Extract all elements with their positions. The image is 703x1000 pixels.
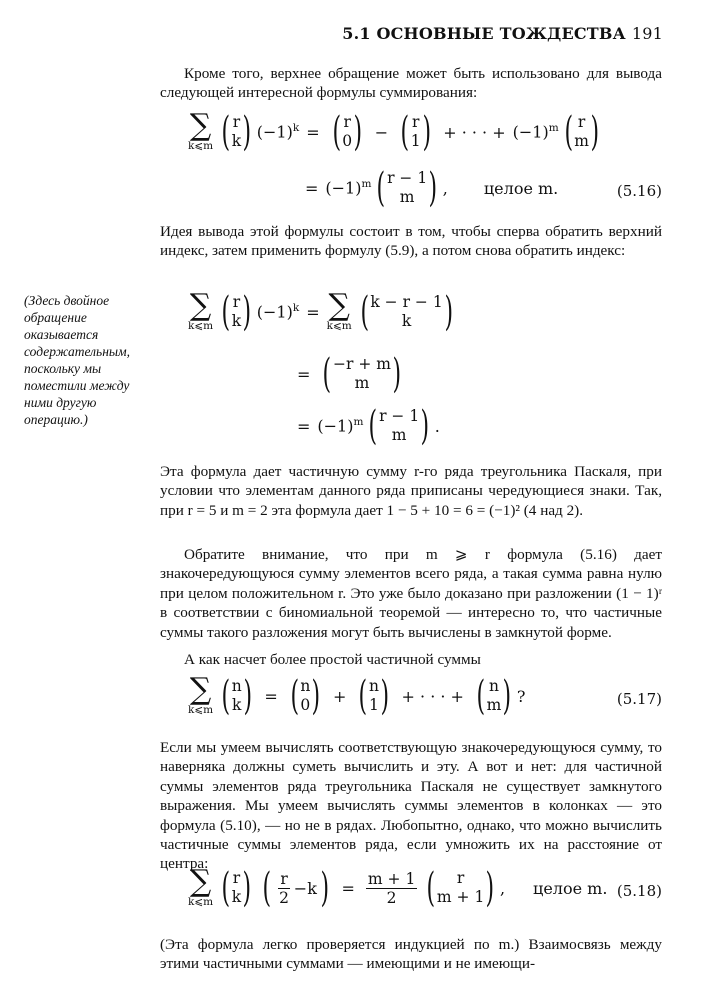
- binom-r-m: ( r m ): [564, 109, 600, 155]
- paragraph-3: Эта формула дает частичную сумму r-го ряда треугольника Паскаля, при условии что элементам данного ряда приписаны чередующиеся знаки. Так, при r = 5 и m = 2 эта формула дает 1 − 5 + 10 = 6 = (−1)² (4 над 2).: [160, 463, 662, 519]
- equation-number-5-18: (5.18): [616, 882, 662, 900]
- neg-one-power-m: $(-1)^m$: [512, 122, 559, 142]
- page-number: 191: [631, 24, 663, 43]
- equation-5-18: ∑ k⩽m ( r k ) ( $\frac{r}{2}$ − k ) = $\frac{m + 1}{2}$ ( r m + 1 ) , целое m. (5.18): [188, 864, 662, 911]
- equation-5-16: ∑ k⩽m ( r k ) $(-1)^k$ = ( r 0 ) − ( r 1 ) + · · · + $(-1)^m$ ( r m ): [160, 112, 662, 152]
- paragraph-5: А как насчет более простой частичной суммы: [184, 651, 481, 668]
- paragraph-1: Кроме того, верхнее обращение может быть использовано для вывода следующей интересной формулы суммирования:: [160, 65, 662, 102]
- integer-m-condition: целое m.: [483, 178, 559, 198]
- sum-symbol: ∑ k⩽m: [188, 108, 214, 152]
- derivation-line-2: = ( −r + m m ): [297, 351, 402, 397]
- paragraph-2: Идея вывода этой формулы состоит в том, чтобы сперва обратить верхний индекс, затем применить формулу (5.9), а потом снова обратить индекс:: [160, 223, 662, 260]
- equation-5-16-line-2: = $(-1)^m$ ( r − 1 m ) , целое m. (5.16): [305, 165, 662, 211]
- derivation-line-3: = $(-1)^m$ ( r − 1 m ) .: [297, 403, 440, 449]
- binom-r-k: ( r k ): [221, 109, 252, 155]
- paragraph-6: Если мы умеем вычислять соответствующую знакочередующуюся сумму, то наверняка должны суметь вычислить и эту. А вот и нет: для частичной суммы элементов ряда треугольника Паскаля не существует замкнутого выражения. Мы умеем вычислять суммы элементов в колонках — это формула (5.10), — но не в рядах. Любопытно, однако, что можно вычислить частичные суммы элементов ряда, если умножить их на расстояние от центра:: [160, 739, 662, 873]
- paragraph-4: Обратите внимание, что при m ⩾ r формула (5.16) дает знакочередующуюся сумму элементов всего ряда, а такая сумма равна нулю при целом положительном r. Это уже было доказано при разложении (1 − 1)ʳ в соответствии с биномиальной теоремой — интересно то, что частичные суммы такого разложения могут быть вычислены в замкнутой форме.: [160, 546, 662, 641]
- derivation-line-1: ∑ k⩽m ( r k ) $(-1)^k$ = ∑ k⩽m ( k − r − 1 k ): [188, 288, 453, 335]
- binom-r-1: ( r 1 ): [400, 109, 431, 155]
- binom-r-0: ( r 0 ): [332, 109, 363, 155]
- section-title: 5.1 ОСНОВНЫЕ ТОЖДЕСТВА: [342, 24, 626, 43]
- paragraph-7: (Эта формула легко проверяется индукцией по m.) Взаимосвязь между этими частичными суммами — имеющими и не имеющи-: [160, 936, 662, 973]
- equation-number-5-16: (5.16): [616, 182, 662, 200]
- equation-number-5-17: (5.17): [616, 690, 662, 708]
- running-header: [160, 24, 663, 43]
- margin-note: (Здесь двойное обращение оказывается содержательным, поскольку мы поместили между ними другую операцию.): [24, 293, 131, 427]
- neg-one-power-k: $(-1)^k$: [256, 122, 300, 142]
- equation-5-17: ∑ k⩽m ( n k ) = ( n 0 ) + ( n 1 ) + · · · + ( n m ) ? (5.17): [188, 672, 662, 719]
